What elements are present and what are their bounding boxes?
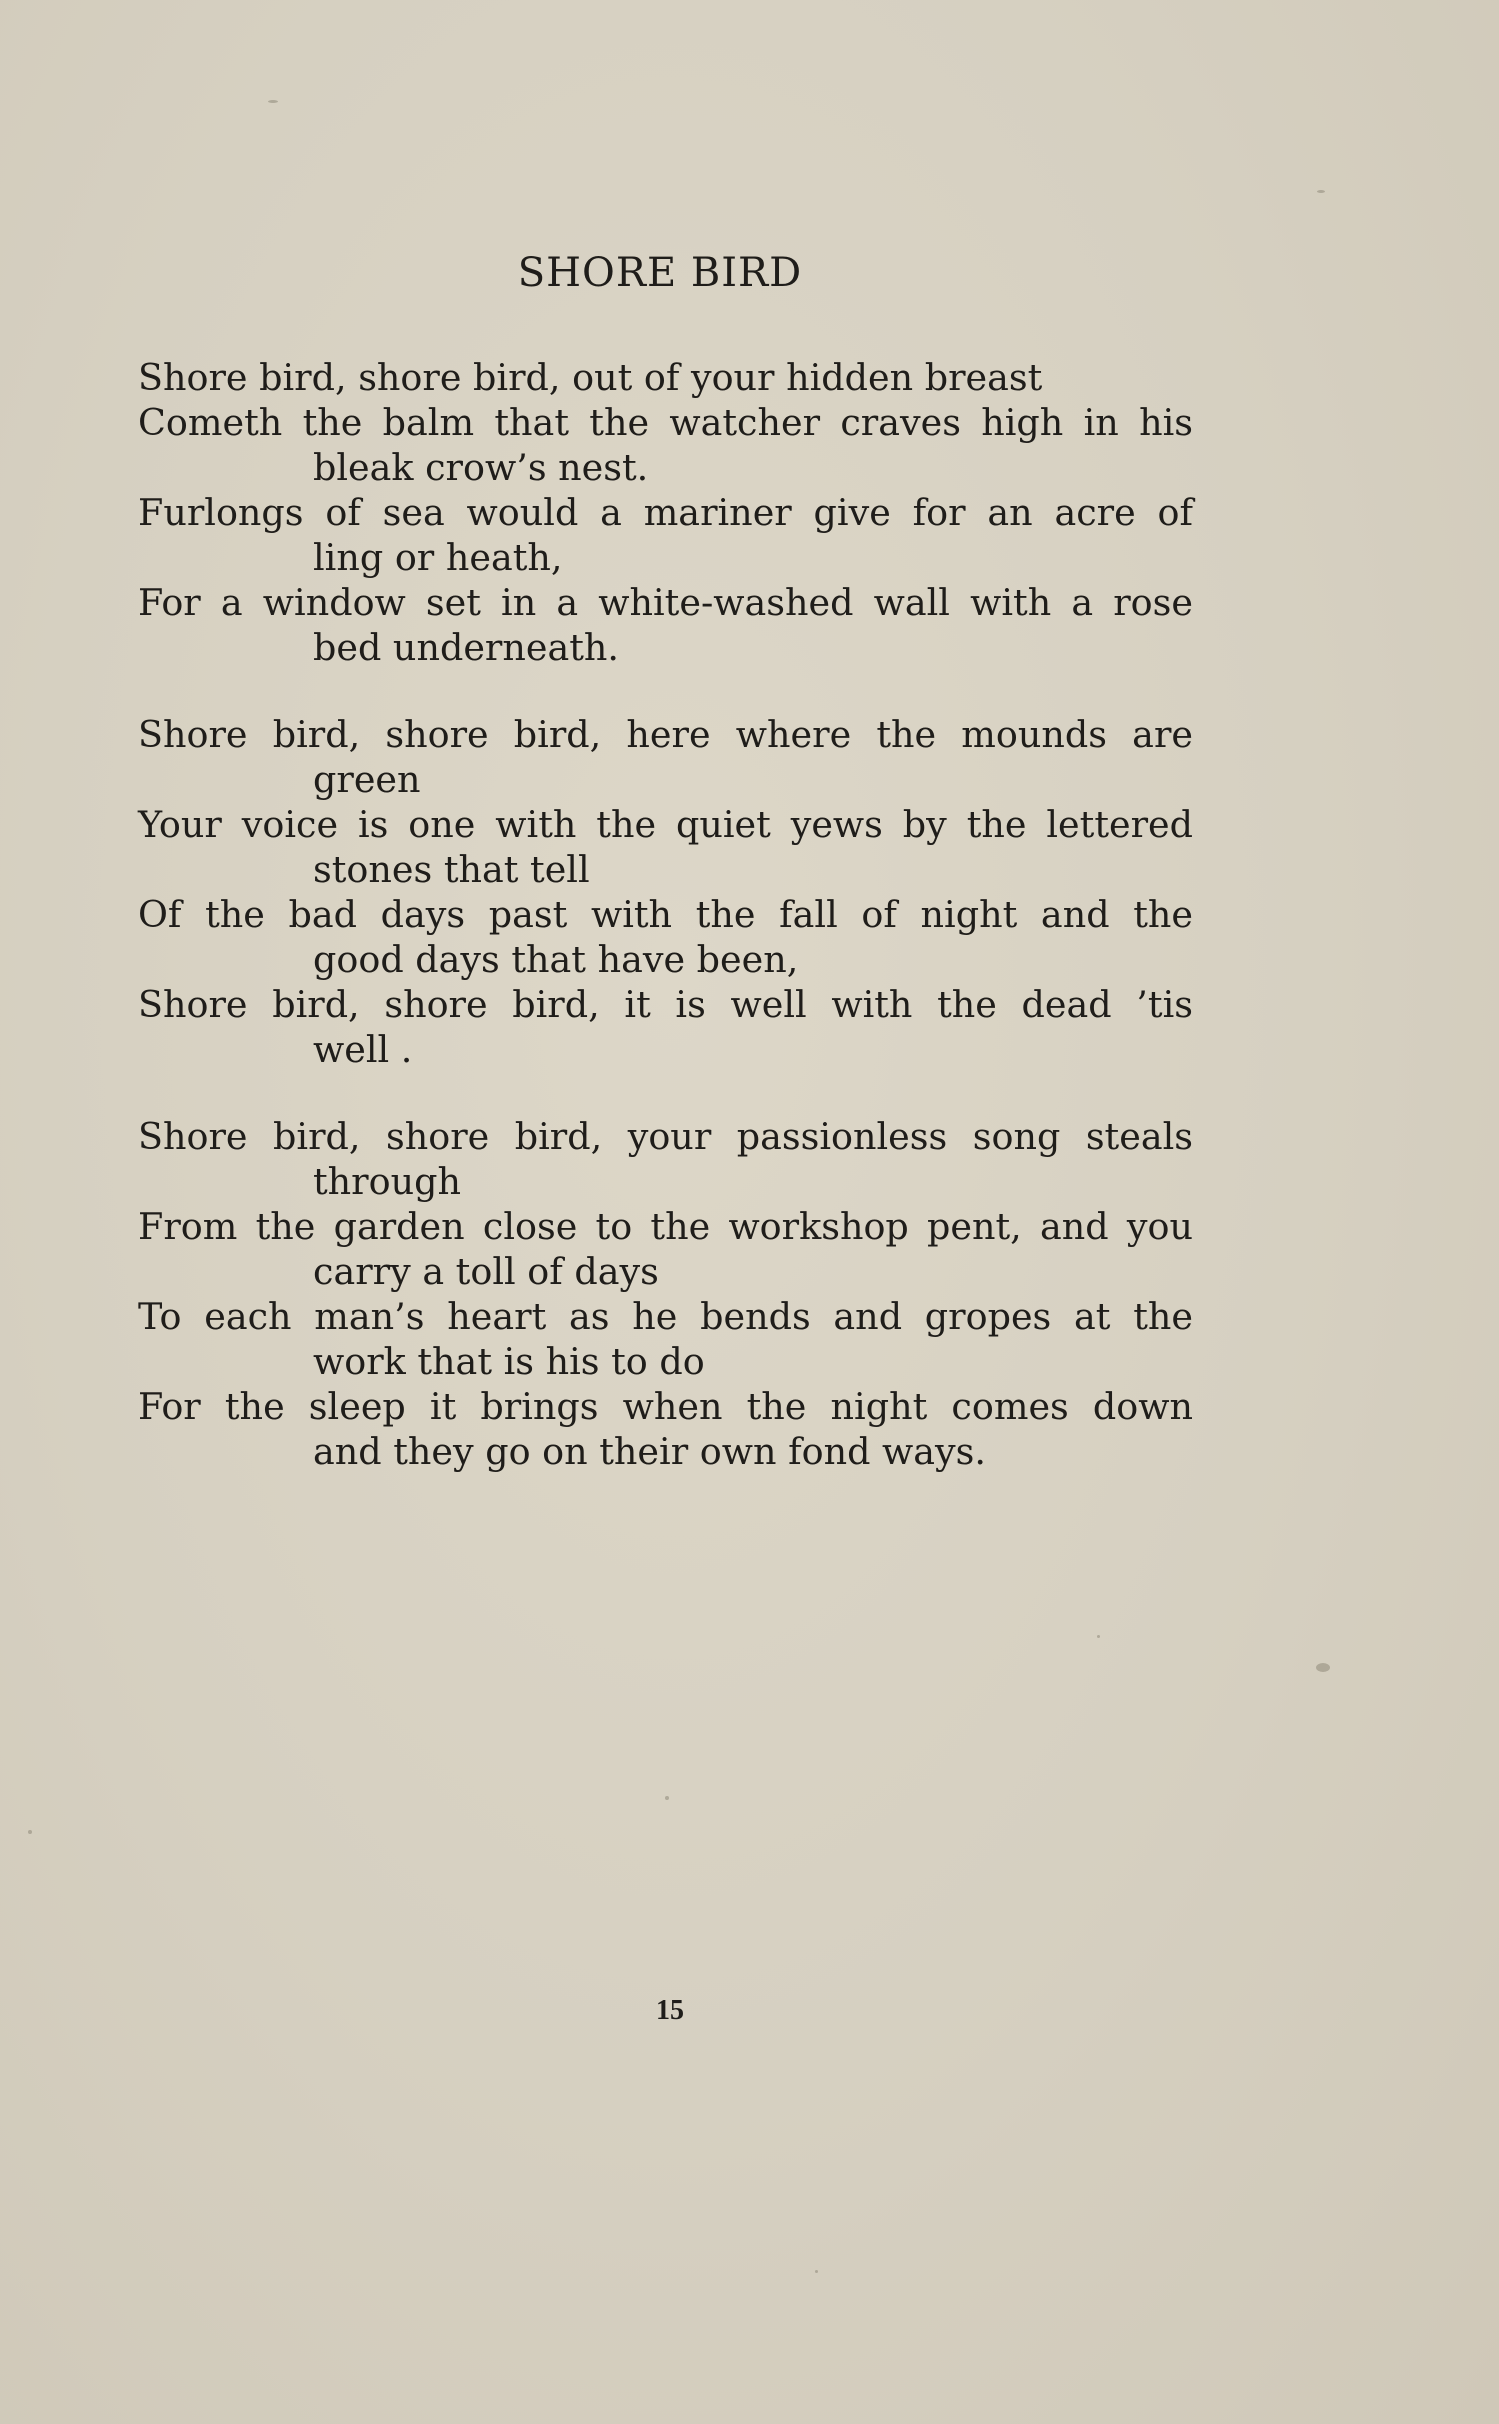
poem-line-continuation: green (313, 758, 421, 801)
poem-line: Shore bird, shore bird, here where the mounds are (138, 713, 1193, 756)
poem-body (138, 355, 1193, 1516)
paper-speck (1316, 1663, 1330, 1672)
poem-line: Furlongs of sea would a mariner give for an acre of (138, 491, 1193, 534)
paper-speck (268, 100, 278, 103)
poem-line-continuation: carry a toll of days (313, 1250, 659, 1293)
poem-line-continuation: through (313, 1160, 461, 1203)
poem-line: Cometh the balm that the watcher craves high in his (138, 401, 1193, 444)
poem-line: Shore bird, shore bird, your passionless song steals (138, 1115, 1193, 1158)
paper-speck (1097, 1635, 1100, 1638)
page-number: 15 (656, 1995, 684, 2026)
poem-line-continuation: well . (313, 1028, 413, 1071)
poem-title: SHORE BIRD (517, 250, 803, 296)
paper-speck (665, 1796, 669, 1800)
poem-line-continuation: work that is his to do (313, 1340, 705, 1383)
poem-line: From the garden close to the workshop pent, and you (138, 1205, 1193, 1248)
stanza-3 (138, 1114, 1193, 1474)
poem-line: Shore bird, shore bird, out of your hidden breast (138, 356, 1043, 399)
poem-line-continuation: ling or heath, (313, 536, 563, 579)
paper-speck (28, 1830, 32, 1834)
poem-line: To each man’s heart as he bends and gropes at the (138, 1295, 1193, 1338)
poem-line-continuation: good days that have been, (313, 938, 799, 981)
paper-speck (815, 2270, 818, 2273)
stanza-1 (138, 355, 1193, 670)
poem-line: For the sleep it brings when the night comes down (138, 1385, 1193, 1428)
poem-line-continuation: stones that tell (313, 848, 590, 891)
poem-line: Of the bad days past with the fall of night and the (138, 893, 1193, 936)
poem-line: Your voice is one with the quiet yews by the lettered (138, 803, 1193, 846)
stanza-2 (138, 712, 1193, 1072)
poem-line-continuation: and they go on their own fond ways. (313, 1430, 987, 1473)
poem-line-continuation: bleak crow’s nest. (313, 446, 649, 489)
poem-line: Shore bird, shore bird, it is well with the dead ’tis (138, 983, 1193, 1026)
paper-speck (1317, 190, 1325, 193)
poem-line-continuation: bed underneath. (313, 626, 620, 669)
poem-line: For a window set in a white-washed wall with a rose (138, 581, 1193, 624)
